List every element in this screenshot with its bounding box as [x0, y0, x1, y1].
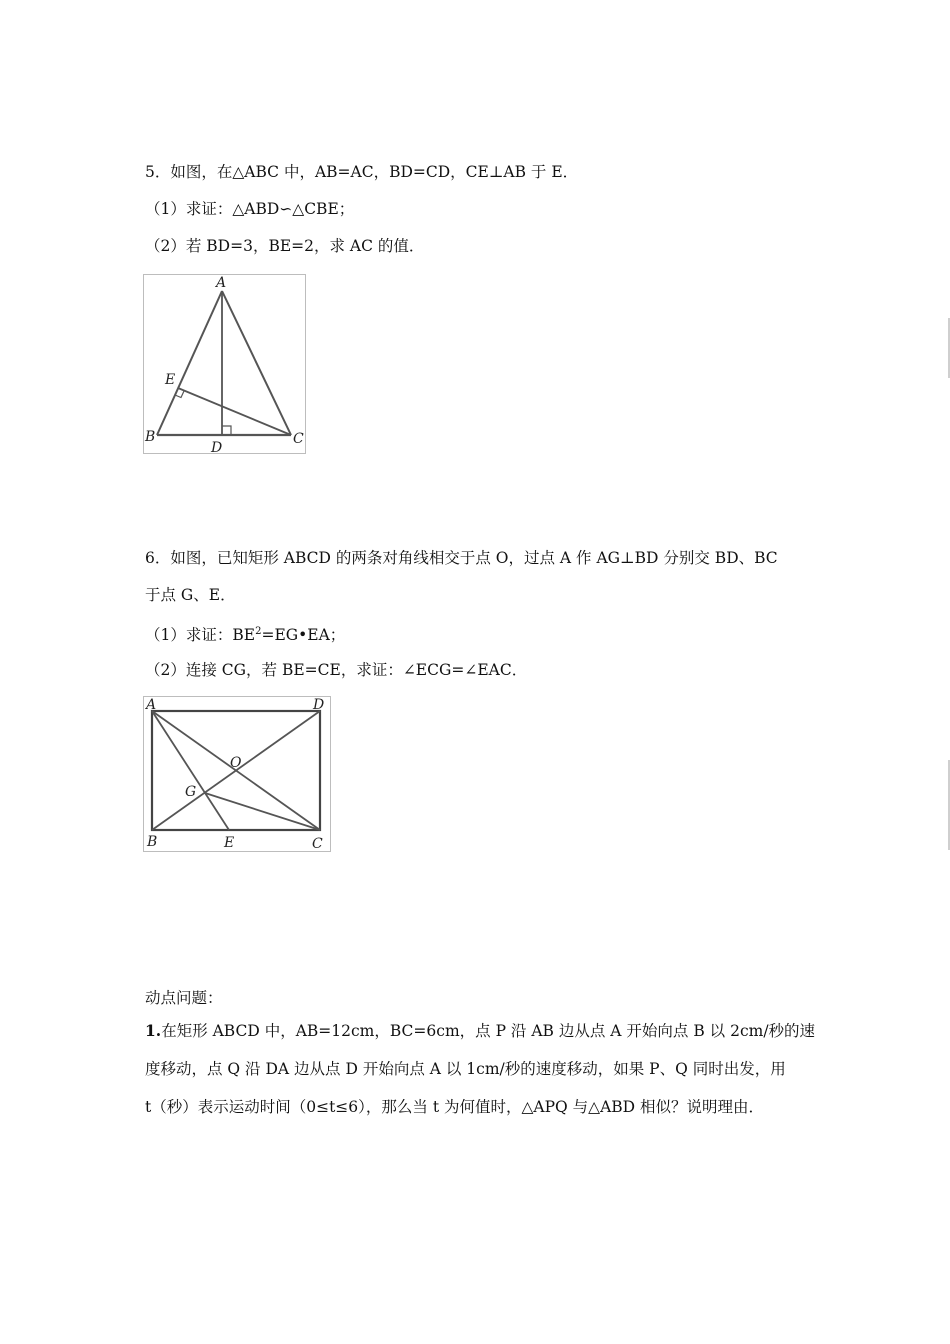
triangle-figure	[143, 274, 306, 454]
section-heading: 动点问题：	[145, 989, 223, 1007]
rectangle-figure	[143, 696, 331, 852]
problem1-line3: t（秒）表示运动时间（0≤t≤6），那么当 t 为何值时，△APQ 与△ABD 相似？说明理由．	[145, 1098, 765, 1116]
label-a: A	[146, 697, 157, 713]
problem6-part1	[145, 622, 345, 645]
problem6-part1-sup: 2	[255, 626, 262, 637]
problem1-line1-text: 在矩形 ABCD 中，AB=12cm，BC=6cm，点 P 沿 AB 边从点 A 开始向点 B 以 2cm/秒的速	[161, 1022, 816, 1040]
problem5-title: 5．如图，在△ABC 中，AB=AC，BD=CD，CE⊥AB 于 E．	[145, 163, 579, 181]
label-a: A	[216, 275, 227, 291]
problem1-number: 1.	[145, 1021, 162, 1040]
problem1-line2: 度移动，点 Q 沿 DA 边从点 D 开始向点 A 以 1cm/秒的速度移动，如果 P、Q 同时出发，用	[145, 1060, 786, 1078]
label-d: D	[211, 440, 223, 454]
problem6-title-line1: 6．如图，已知矩形 ABCD 的两条对角线相交于点 O，过点 A 作 AG⊥BD 分别交 BD、BC	[145, 549, 778, 567]
label-o: O	[230, 755, 242, 771]
label-c: C	[293, 431, 304, 447]
label-d: D	[313, 697, 325, 713]
problem6-part2: （2）连接 CG，若 BE=CE，求证：∠ECG=∠EAC．	[145, 661, 528, 679]
label-e: E	[165, 372, 176, 388]
label-c: C	[312, 836, 323, 852]
problem5-part1: （1）求证：△ABD∽△CBE；	[145, 200, 355, 218]
label-b: B	[147, 834, 158, 850]
label-b: B	[145, 429, 156, 445]
problem6-part1-before: （1）求证：BE	[145, 626, 256, 644]
problem6-part1-after: =EG•EA；	[261, 626, 346, 644]
label-g: G	[185, 784, 197, 800]
label-e: E	[224, 835, 235, 851]
problem6-title-line2: 于点 G、E．	[145, 586, 236, 604]
problem5-part2: （2）若 BD=3，BE=2，求 AC 的值．	[145, 237, 425, 255]
problem1-line1	[145, 1021, 815, 1041]
